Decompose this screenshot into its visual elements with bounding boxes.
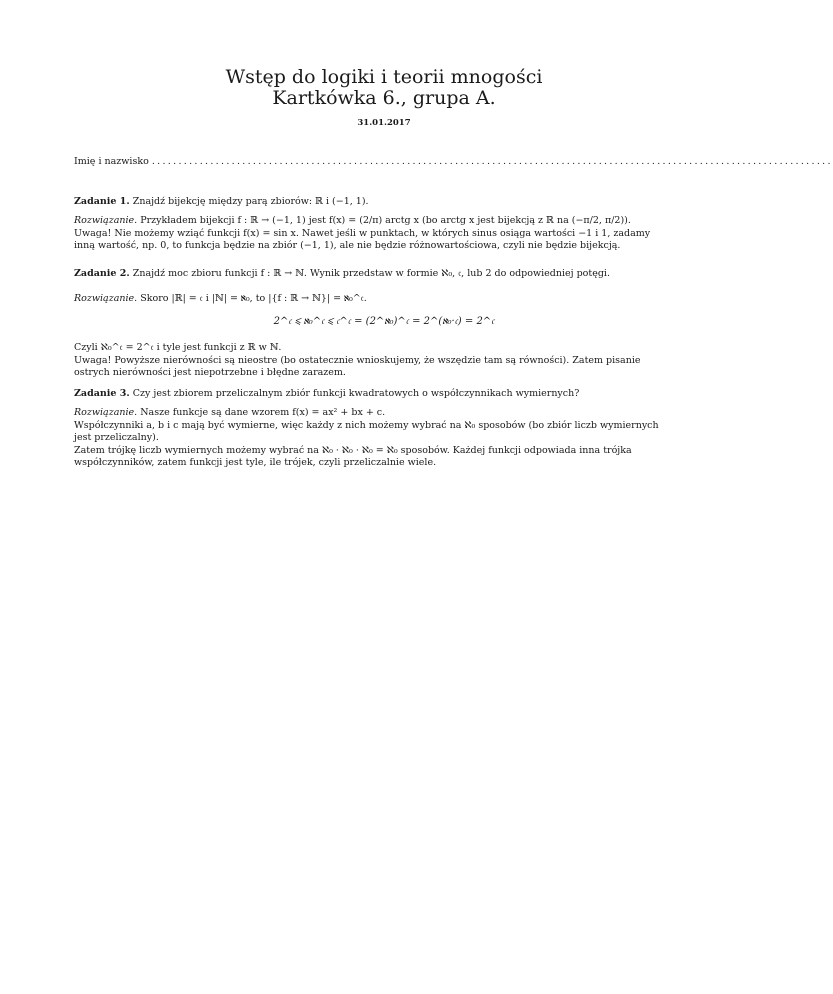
task2-solution-text: Skoro |ℝ| = 𝔠 i |ℕ| = ℵ₀, to |{f : ℝ → ℕ}| = ℵ₀^𝔠. (140, 293, 367, 304)
task1-question-text: Znajdź bijekcję między parą zbiorów: ℝ i (−1, 1). (132, 196, 369, 207)
task2-solution-label: Rozwiązanie. (74, 293, 138, 304)
task3-line5: współczynników, zatem funkcji jest tyle, ile trójek, czyli przeliczalnie wiele. (74, 457, 437, 469)
name-field-label: Imię i nazwisko (74, 156, 149, 167)
task2-note-line2: ostrych nierówności jest niepotrzebne i błędne zarazem. (74, 367, 346, 379)
task3-line3: jest przeliczalny). (74, 432, 159, 444)
task3-solution (74, 407, 694, 470)
task2-note-line1: Uwaga! Powyższe nierówności są nieostre (bo ostatecznie wnioskujemy, że wszędzie tam są równości). Zatem pisanie (74, 354, 641, 366)
task3-label: Zadanie 3. (74, 388, 130, 399)
task2-equation: 2^𝔠 ⩽ ℵ₀^𝔠 ⩽ 𝔠^𝔠 = (2^ℵ₀)^𝔠 = 2^(ℵ₀·𝔠) = 2^𝔠 (273, 316, 495, 327)
task2-label: Zadanie 2. (74, 268, 130, 279)
task3-solution-text: Nasze funkcje są dane wzorem f(x) = ax² + bx + c. (140, 407, 386, 418)
task1-note-line2: inną wartość, np. 0, to funkcja będzie na zbiór (−1, 1), ale nie będzie różnowartościowa, czyli nie będzie bijekcją. (74, 240, 621, 252)
task2-question-text: Znajdź moc zbioru funkcji f : ℝ → ℕ. Wynik przedstaw w formie ℵ₀, 𝔠, lub 2 do odpowiedniej potęgi. (132, 268, 610, 279)
task1-solution-label: Rozwiązanie. (74, 215, 138, 226)
task3-line4: Zatem trójkę liczb wymiernych możemy wybrać na ℵ₀ · ℵ₀ · ℵ₀ = ℵ₀ sposobów. Każdej funkcji odpowiada inna trójka (74, 444, 632, 456)
document-date: 31.01.2017 (357, 118, 411, 128)
task1-question (74, 196, 694, 209)
task3-solution-label: Rozwiązanie. (74, 407, 138, 418)
name-field (74, 156, 833, 167)
task2-conclusion: Czyli ℵ₀^𝔠 = 2^𝔠 i tyle jest funkcji z ℝ w ℕ. (74, 342, 282, 353)
task3-question-text: Czy jest zbiorem przeliczalnym zbiór funkcji kwadratowych o współczynnikach wymiernych? (132, 388, 580, 399)
task1-label: Zadanie 1. (74, 196, 130, 207)
task1-solution (74, 215, 694, 253)
name-field-dots: ................................................................................................................................ (151, 156, 833, 167)
task2-question (74, 268, 694, 281)
task2-conclusion-block (74, 342, 694, 380)
task1-note-line1: Uwaga! Nie możemy wziąć funkcji f(x) = sin x. Nawet jeśli w punktach, w których sinus osiąga wartości −1 i 1, zadamy (74, 227, 651, 239)
document-subtitle: Kartkówka 6., grupa A. (272, 87, 496, 109)
task3-question (74, 388, 694, 401)
task2-solution (74, 293, 694, 306)
task1-solution-text: Przykładem bijekcji f : ℝ → (−1, 1) jest f(x) = (2/π) arctg x (bo arctg x jest bijekcją z ℝ na (−π/2, π/2)). (140, 215, 631, 226)
document-title: Wstęp do logiki i teorii mnogości (225, 66, 543, 88)
task3-line2: Współczynniki a, b i c mają być wymierne, więc każdy z nich możemy wybrać na ℵ₀ sposobów (bo zbiór liczb wymiernych (74, 419, 659, 431)
